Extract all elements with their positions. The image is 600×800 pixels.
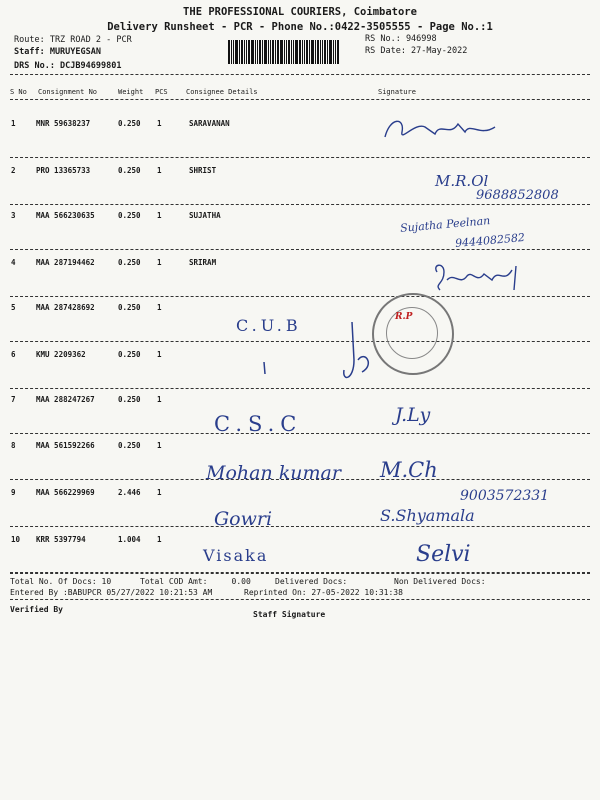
cell-pcs: 1 — [157, 166, 162, 175]
company-title: THE PROFESSIONAL COURIERS, Coimbatore — [183, 6, 417, 18]
drs-label: DRS No.: DCJB94699801 — [14, 61, 122, 71]
cell-sno: 7 — [11, 395, 16, 404]
col-sno: S No — [10, 88, 27, 96]
cell-sno: 1 — [11, 119, 16, 128]
company-stamp — [372, 293, 454, 375]
cell-consignment: KMU 2209362 — [36, 350, 86, 359]
handwritten-phone: 9688852808 — [476, 188, 559, 203]
row-divider — [10, 249, 590, 250]
cell-consignment: MAA 287194462 — [36, 258, 95, 267]
cell-weight: 1.004 — [118, 535, 141, 544]
cell-consignee: SUJATHA — [189, 211, 221, 220]
handwritten-name: Selvi — [416, 542, 471, 567]
stamp-initials: R.P — [395, 312, 413, 322]
handwritten-name: C.S.C — [214, 412, 303, 436]
divider — [10, 74, 590, 75]
handwritten-name: Mohan kumar — [206, 462, 341, 484]
cell-consignee: SARAVANAN — [189, 119, 230, 128]
cell-weight: 0.250 — [118, 350, 141, 359]
non-delivered-docs: Non Delivered Docs: — [394, 577, 486, 586]
rs-date-label: RS Date: 27-May-2022 — [365, 46, 468, 56]
divider — [10, 572, 590, 573]
cell-weight: 0.250 — [118, 258, 141, 267]
col-pcs: PCS — [155, 88, 168, 96]
divider — [10, 599, 590, 600]
handwritten-name: Visaka — [203, 546, 269, 565]
cell-pcs: 1 — [157, 535, 162, 544]
cell-consignee: SHRIST — [189, 166, 217, 175]
handwritten-name: S.Shyamala — [380, 506, 475, 525]
staff-label: Staff: MURUYEGSAN — [14, 47, 101, 57]
cell-consignment: MAA 561592266 — [36, 441, 95, 450]
cell-pcs: 1 — [157, 488, 162, 497]
cell-weight: 0.250 — [118, 395, 141, 404]
cell-consignee: SRIRAM — [189, 258, 217, 267]
col-signature: Signature — [378, 88, 416, 96]
cell-sno: 10 — [11, 535, 21, 544]
cell-consignment: PRO 13365733 — [36, 166, 91, 175]
entered-by: Entered By :BABUPCR 05/27/2022 10:21:53 AM — [10, 588, 213, 597]
col-consignment: Consignment No — [38, 88, 98, 96]
cell-pcs: 1 — [157, 395, 162, 404]
cell-consignment: MNR 59638237 — [36, 119, 91, 128]
row-divider — [10, 388, 590, 389]
cell-weight: 2.446 — [118, 488, 141, 497]
row-divider — [10, 526, 590, 527]
ink-mark — [260, 360, 270, 380]
signature-scribble — [380, 112, 520, 152]
cell-sno: 4 — [11, 258, 16, 267]
route-label: Route: TRZ ROAD 2 - PCR — [14, 35, 132, 45]
handwritten-name: M.R.Ol — [435, 172, 489, 190]
handwritten-name: Sujatha Peelnan — [399, 214, 491, 235]
cell-sno: 9 — [11, 488, 16, 497]
cell-weight: 0.250 — [118, 166, 141, 175]
cell-consignment: KRR 5397794 — [36, 535, 86, 544]
cell-sno: 5 — [11, 303, 16, 312]
cell-pcs: 1 — [157, 258, 162, 267]
handwritten-phone: 9003572331 — [460, 488, 550, 504]
row-divider — [10, 341, 590, 342]
row-divider — [10, 157, 590, 158]
cell-weight: 0.250 — [118, 441, 141, 450]
verified-by: Verified By — [10, 605, 63, 614]
cell-sno: 2 — [11, 166, 16, 175]
cell-weight: 0.250 — [118, 211, 141, 220]
cell-weight: 0.250 — [118, 119, 141, 128]
cell-weight: 0.250 — [118, 303, 141, 312]
cell-consignment: MAA 566230635 — [36, 211, 95, 220]
barcode — [228, 40, 353, 64]
handwritten-name: M.Ch — [380, 458, 438, 482]
cell-sno: 3 — [11, 211, 16, 220]
handwritten-phone: 9444082582 — [454, 230, 526, 251]
row-divider — [10, 296, 590, 297]
col-weight: Weight — [118, 88, 144, 96]
cell-pcs: 1 — [157, 441, 162, 450]
cell-consignment: MAA 566229969 — [36, 488, 95, 497]
handwritten-note: C.U.B — [236, 316, 302, 335]
total-cod: Total COD Amt: 0.00 — [140, 577, 251, 586]
rs-no-label: RS No.: 946998 — [365, 34, 437, 44]
total-docs: Total No. Of Docs: 10 — [10, 577, 112, 586]
delivered-docs: Delivered Docs: — [275, 577, 348, 586]
divider — [10, 99, 590, 100]
row-divider — [10, 204, 590, 205]
cell-pcs: 1 — [157, 119, 162, 128]
staff-signature: Staff Signature — [253, 610, 326, 619]
cell-consignment: MAA 288247267 — [36, 395, 95, 404]
cell-pcs: 1 — [157, 211, 162, 220]
col-consignee: Consignee Details — [186, 88, 258, 96]
handwritten-name: J.Ly — [395, 404, 431, 426]
row-divider — [10, 573, 590, 574]
signature-scribble — [432, 262, 522, 294]
reprinted-on: Reprinted On: 27-05-2022 10:31:38 — [244, 588, 403, 597]
cell-pcs: 1 — [157, 350, 162, 359]
cell-sno: 6 — [11, 350, 16, 359]
handwritten-name: Gowri — [214, 508, 273, 530]
runsheet-title: Delivery Runsheet - PCR - Phone No.:0422-3505555 - Page No.:1 — [107, 21, 493, 33]
cell-consignment: MAA 287428692 — [36, 303, 95, 312]
cell-pcs: 1 — [157, 303, 162, 312]
cell-sno: 8 — [11, 441, 16, 450]
